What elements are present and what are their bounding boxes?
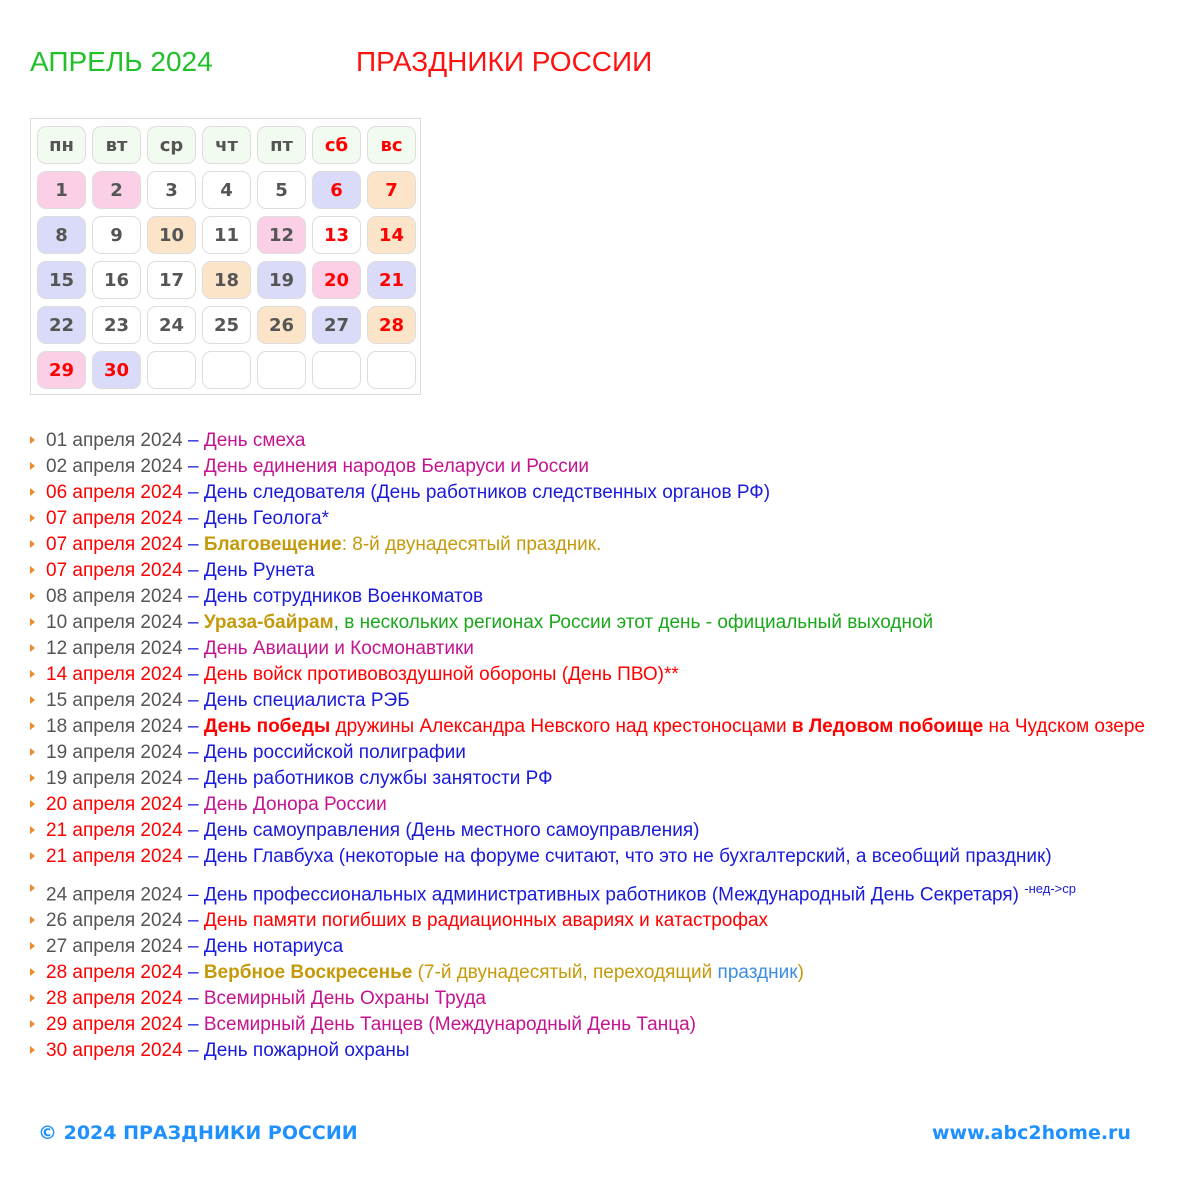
calendar-day[interactable]: 6 bbox=[312, 171, 361, 209]
holiday-name: на Чудском озере bbox=[983, 716, 1145, 737]
calendar-day[interactable]: 4 bbox=[202, 171, 251, 209]
holiday-date: 29 апреля 2024 bbox=[46, 1014, 183, 1036]
date-separator: – bbox=[182, 508, 204, 529]
date-separator: – bbox=[182, 962, 204, 984]
date-separator: – bbox=[182, 456, 204, 477]
calendar-day[interactable]: 1 bbox=[37, 171, 86, 209]
holiday-name: День смеха bbox=[203, 430, 306, 451]
holiday-date: 26 апреля 2024 bbox=[46, 910, 183, 932]
calendar-day[interactable]: 5 bbox=[257, 171, 306, 209]
calendar-day[interactable]: 2 bbox=[92, 171, 141, 209]
calendar-day[interactable]: 3 bbox=[147, 171, 196, 209]
weekday-header: пн bbox=[37, 126, 86, 164]
calendar-day[interactable]: 16 bbox=[92, 261, 141, 299]
date-separator: – bbox=[182, 820, 204, 841]
date-separator: – bbox=[182, 534, 204, 555]
holiday-name: День войск противовоздушной обороны (День ПВО)** bbox=[203, 664, 679, 685]
holiday-name: Всемирный День Танцев (Международный День Танца) bbox=[203, 1014, 696, 1036]
holiday-list bbox=[30, 428, 1170, 1064]
holiday-name: День пожарной охраны bbox=[203, 1040, 410, 1062]
holiday-item bbox=[30, 610, 1170, 636]
weekday-header: чт bbox=[202, 126, 251, 164]
date-separator: – bbox=[182, 638, 204, 659]
holiday-date: 20 апреля 2024 bbox=[46, 794, 183, 815]
holiday-name: Всемирный День Охраны Труда bbox=[203, 988, 486, 1010]
holiday-item bbox=[30, 506, 1170, 532]
holiday-date: 21 апреля 2024 bbox=[46, 846, 183, 867]
date-separator: – bbox=[182, 910, 204, 932]
holiday-name: в Ледовом побоище bbox=[791, 716, 984, 737]
date-separator: – bbox=[182, 664, 204, 685]
holiday-name: День Главбуха (некоторые на форуме считают, что это не бухгалтерский, а всеобщий праздник) bbox=[203, 846, 1052, 867]
month-title: АПРЕЛЬ 2024 bbox=[30, 46, 213, 77]
holiday-date: 01 апреля 2024 bbox=[46, 430, 183, 451]
holiday-item bbox=[30, 1012, 1170, 1038]
holiday-date: 19 апреля 2024 bbox=[46, 768, 183, 789]
date-separator: – bbox=[182, 936, 204, 958]
holiday-name: (7-й двунадесятый, переходящий bbox=[412, 962, 718, 984]
holiday-name: Благовещение bbox=[203, 534, 342, 555]
holiday-date: 24 апреля 2024 bbox=[46, 884, 183, 906]
date-separator: – bbox=[182, 768, 204, 789]
calendar-empty-cell bbox=[202, 351, 251, 389]
holiday-date: 19 апреля 2024 bbox=[46, 742, 183, 763]
holiday-item bbox=[30, 558, 1170, 584]
holiday-name: День Донора России bbox=[203, 794, 387, 815]
date-separator: – bbox=[182, 690, 204, 711]
calendar-day[interactable]: 11 bbox=[202, 216, 251, 254]
holiday-name: праздник bbox=[717, 962, 798, 984]
holiday-item bbox=[30, 934, 1170, 960]
calendar-empty-cell bbox=[147, 351, 196, 389]
date-separator: – bbox=[182, 612, 204, 633]
holiday-date: 10 апреля 2024 bbox=[46, 612, 183, 633]
holiday-item bbox=[30, 584, 1170, 610]
calendar-empty-cell bbox=[257, 351, 306, 389]
holiday-date: 14 апреля 2024 bbox=[46, 664, 183, 685]
calendar-day[interactable]: 7 bbox=[367, 171, 416, 209]
footer-copyright: © 2024 ПРАЗДНИКИ РОССИИ bbox=[38, 1122, 358, 1144]
holiday-item bbox=[30, 480, 1170, 506]
calendar-day[interactable]: 21 bbox=[367, 261, 416, 299]
date-separator: – bbox=[182, 430, 204, 451]
holiday-date: 30 апреля 2024 bbox=[46, 1040, 183, 1062]
date-separator: – bbox=[182, 846, 204, 867]
calendar-day[interactable]: 18 bbox=[202, 261, 251, 299]
calendar-day[interactable]: 23 bbox=[92, 306, 141, 344]
holiday-item bbox=[30, 792, 1170, 818]
holiday-date: 07 апреля 2024 bbox=[46, 508, 183, 529]
calendar-day[interactable]: 28 bbox=[367, 306, 416, 344]
holiday-item bbox=[30, 818, 1170, 844]
calendar-empty-cell bbox=[312, 351, 361, 389]
holiday-item bbox=[30, 636, 1170, 662]
holiday-date: 02 апреля 2024 bbox=[46, 456, 183, 477]
holiday-name: День памяти погибших в радиационных авариях и катастрофах bbox=[203, 910, 769, 932]
holiday-name: День специалиста РЭБ bbox=[203, 690, 410, 711]
date-separator: – bbox=[182, 482, 204, 503]
holiday-name: День победы bbox=[203, 716, 331, 737]
holiday-date: 07 апреля 2024 bbox=[46, 534, 183, 555]
holiday-item bbox=[30, 454, 1170, 480]
calendar-empty-cell bbox=[367, 351, 416, 389]
date-separator: – bbox=[182, 1014, 204, 1036]
holiday-date: 18 апреля 2024 bbox=[46, 716, 183, 737]
holiday-item bbox=[30, 428, 1170, 454]
date-separator: – bbox=[182, 742, 204, 763]
holiday-item bbox=[30, 688, 1170, 714]
footer-site-link[interactable]: www.abc2home.ru bbox=[932, 1122, 1131, 1144]
calendar-day[interactable]: 22 bbox=[37, 306, 86, 344]
holiday-item bbox=[30, 870, 1170, 908]
holiday-item bbox=[30, 766, 1170, 792]
holiday-item bbox=[30, 740, 1170, 766]
holiday-name: День Геолога* bbox=[203, 508, 330, 529]
holiday-name: дружины Александра Невского над крестоносцами bbox=[330, 716, 792, 737]
holiday-item bbox=[30, 714, 1170, 740]
date-separator: – bbox=[182, 560, 204, 581]
holiday-date: 27 апреля 2024 bbox=[46, 936, 183, 958]
holiday-name: День работников службы занятости РФ bbox=[203, 768, 553, 789]
holiday-date: 28 апреля 2024 bbox=[46, 962, 183, 984]
holiday-name: : 8-й двунадесятый праздник. bbox=[341, 534, 602, 555]
weekday-header: вт bbox=[92, 126, 141, 164]
calendar-day[interactable]: 25 bbox=[202, 306, 251, 344]
calendar-day[interactable]: 15 bbox=[37, 261, 86, 299]
holiday-item bbox=[30, 960, 1170, 986]
holiday-date: 12 апреля 2024 bbox=[46, 638, 183, 659]
calendar-day[interactable]: 24 bbox=[147, 306, 196, 344]
calendar-day[interactable]: 30 bbox=[92, 351, 141, 389]
calendar-day[interactable]: 26 bbox=[257, 306, 306, 344]
holiday-name: День следователя (День работников следственных органов РФ) bbox=[203, 482, 771, 503]
date-separator: – bbox=[182, 794, 204, 815]
holiday-name: День единения народов Беларуси и России bbox=[203, 456, 589, 477]
calendar-day[interactable]: 20 bbox=[312, 261, 361, 299]
holiday-item bbox=[30, 844, 1170, 870]
holiday-date: 07 апреля 2024 bbox=[46, 560, 183, 581]
holiday-date: 28 апреля 2024 bbox=[46, 988, 183, 1010]
calendar-day[interactable]: 14 bbox=[367, 216, 416, 254]
holiday-name: -нед->ср bbox=[1024, 881, 1076, 896]
calendar-day[interactable]: 27 bbox=[312, 306, 361, 344]
holiday-item bbox=[30, 662, 1170, 688]
holiday-item bbox=[30, 986, 1170, 1012]
weekday-header: сб bbox=[312, 126, 361, 164]
calendar-day[interactable]: 8 bbox=[37, 216, 86, 254]
holiday-name: День Рунета bbox=[203, 560, 315, 581]
holiday-name: День самоуправления (День местного самоуправления) bbox=[203, 820, 700, 841]
calendar-day[interactable]: 9 bbox=[92, 216, 141, 254]
calendar-day[interactable]: 12 bbox=[257, 216, 306, 254]
holiday-date: 15 апреля 2024 bbox=[46, 690, 183, 711]
holiday-name: День профессиональных административных работников (Международный День Секретаря) bbox=[203, 884, 1025, 906]
calendar-day[interactable]: 17 bbox=[147, 261, 196, 299]
calendar-day[interactable]: 10 bbox=[147, 216, 196, 254]
calendar-day[interactable]: 13 bbox=[312, 216, 361, 254]
holiday-date: 06 апреля 2024 bbox=[46, 482, 183, 503]
weekday-header: вс bbox=[367, 126, 416, 164]
date-separator: – bbox=[182, 1040, 204, 1062]
holiday-name: День Авиации и Космонавтики bbox=[203, 638, 474, 659]
holiday-item bbox=[30, 908, 1170, 934]
calendar-day[interactable]: 29 bbox=[37, 351, 86, 389]
calendar-day[interactable]: 19 bbox=[257, 261, 306, 299]
date-separator: – bbox=[182, 586, 204, 607]
holiday-item bbox=[30, 532, 1170, 558]
weekday-header: пт bbox=[257, 126, 306, 164]
holiday-name: , в нескольких регионах России этот день - официальный выходной bbox=[333, 612, 934, 633]
date-separator: – bbox=[182, 884, 204, 906]
holiday-name: Вербное Воскресенье bbox=[203, 962, 413, 984]
page-title: ПРАЗДНИКИ РОССИИ bbox=[356, 46, 653, 77]
holiday-name: ) bbox=[797, 962, 804, 984]
weekday-header: ср bbox=[147, 126, 196, 164]
holiday-name: День российской полиграфии bbox=[203, 742, 466, 763]
date-separator: – bbox=[182, 716, 204, 737]
date-separator: – bbox=[182, 988, 204, 1010]
holiday-date: 08 апреля 2024 bbox=[46, 586, 183, 607]
holiday-date: 21 апреля 2024 bbox=[46, 820, 183, 841]
holiday-name: Ураза-байрам bbox=[203, 612, 334, 633]
calendar-grid bbox=[30, 118, 421, 395]
holiday-name: День сотрудников Военкоматов bbox=[203, 586, 484, 607]
holiday-name: День нотариуса bbox=[203, 936, 344, 958]
holiday-item bbox=[30, 1038, 1170, 1064]
